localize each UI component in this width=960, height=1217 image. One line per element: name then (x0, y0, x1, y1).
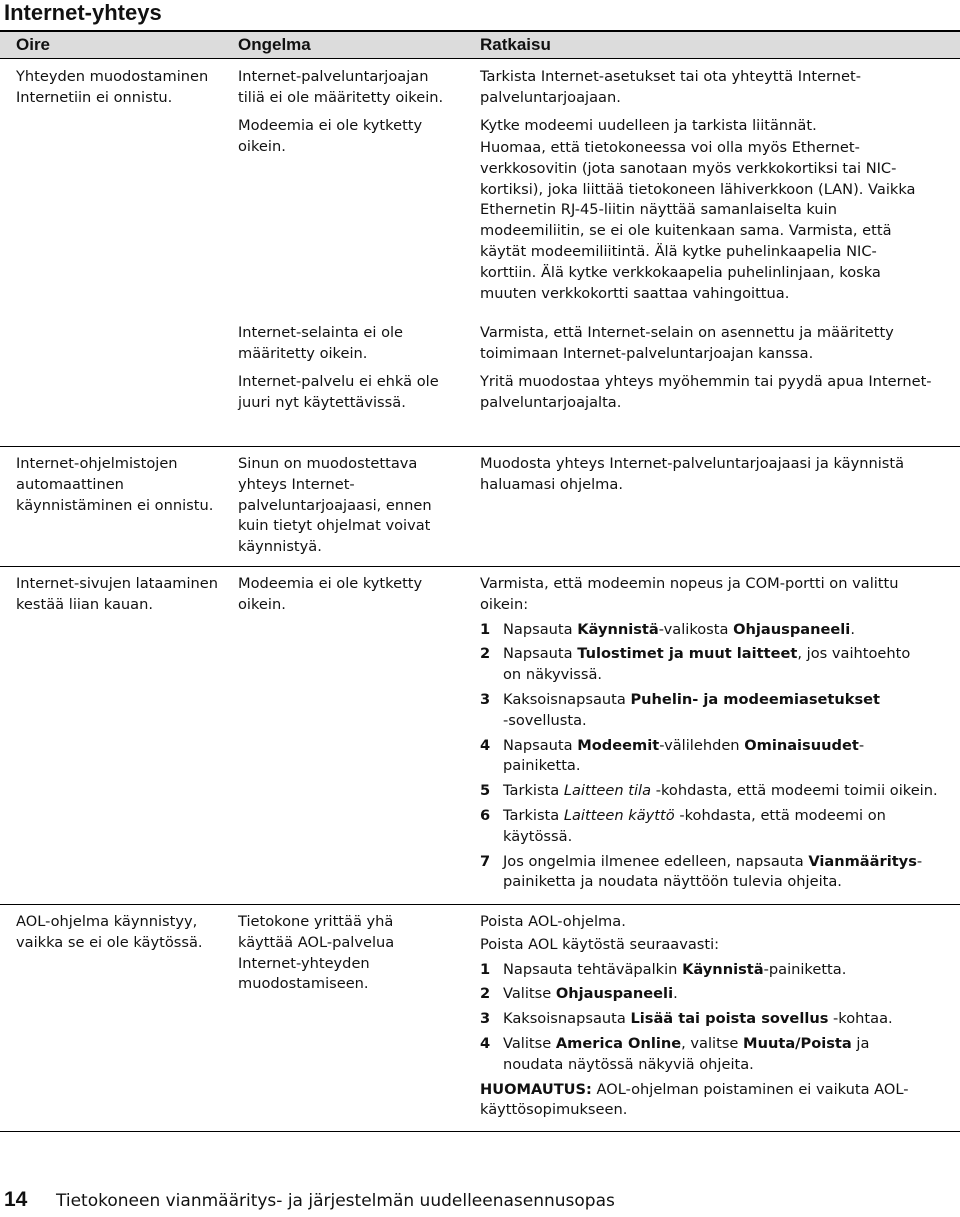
footer-title: Tietokoneen vianmääritys- ja järjestelmän uudelleenasennusopas (56, 1191, 615, 1211)
troubleshooting-table (0, 32, 960, 1132)
list-item: 2 Napsauta Tulostimet ja muut laitteet, jos vaihtoehto on näkyvissä. (480, 645, 911, 684)
table-row (0, 59, 960, 447)
symptom-cell: Yhteyden muodostaminen Internetiin ei onnistu. (16, 68, 209, 106)
symptom-cell: Internet-sivujen lataaminen kestää liian kauan. (16, 575, 219, 613)
symptom-cell: Internet-ohjelmistojen automaattinen käynnistäminen ei onnistu. (16, 455, 214, 514)
list-item: 3 Kaksoisnapsauta Puhelin- ja modeemiasetukset -sovellusta. (480, 690, 881, 729)
solution-cell: Tarkista Internet-asetukset tai ota yhteyttä Internet- palveluntarjoajaan. Kytke modeemi uudelleen ja tarkista liitännät. Huomaa, että tietokoneessa voi olla myös Ethernet- verkkosovitin (jota sanotaan myös verkkokortiksi tai NIC- kortiksi), joka liittää tietokoneen lähiverkkoon (LAN). Vaikka Ethernetin RJ-45-liitin näyttää samanlaiselta kuin modeemiliitin, se ei ole kuitenkaan sama. Varmista, että käytät modeemiliitintä. Älä kytke puhelinkaapelia NIC- korttiin. Älä kytke verkkokaapelia puhelinlinjaan, koska muuten verkkokortti saattaa vahingoittua. Varmista, että Internet-selain on asennettu ja määritetty toimimaan Internet-palveluntarjoajan kanssa. Yritä muodostaa yhteys myöhemmin tai pyydä apua Internet- palveluntarjoajalta. (480, 68, 932, 411)
problem-cell: Modeemia ei ole kytketty oikein. (238, 575, 423, 613)
table-row (0, 905, 960, 1132)
table-row (0, 447, 960, 567)
note: HUOMAUTUS: AOL-ohjelman poistaminen ei vaikuta AOL- käyttösopimukseen. (480, 1080, 909, 1119)
page-footer (0, 1186, 960, 1216)
problem-cell: Sinun on muodostettava yhteys Internet- palveluntarjoajaasi, ennen kuin tietyt ohjelmat voivat käynnistyä. (238, 455, 432, 556)
page-number: 14 (4, 1188, 28, 1211)
list-item: 2 Valitse Ohjauspaneeli. (480, 985, 678, 1003)
list-item: 1 Napsauta Käynnistä-valikosta Ohjauspaneeli. (480, 620, 855, 638)
solution-cell: Varmista, että modeemin nopeus ja COM-portti on valittu oikein: 1 Napsauta Käynnistä-valikosta Ohjauspaneeli. 2 Napsauta Tulostimet ja muut laitteet, jos vaihtoehto on näkyvissä. 3 Kaksoisnapsauta Puhelin- ja modeemiasetukset -sovellusta. 4 Napsauta Modeemit-välilehden Ominaisuudet- painiketta. 5 Tarkista Laitteen tila -kohdasta, että modeemi toimii oikein. 6 Tarkista Laitteen käyttö -kohdasta, että modeemi on käytössä. 7 Jos ongelmia ilmenee edelleen, napsauta Vianmääritys- painiketta ja noudata näyttöön tulevia ohjeita. (480, 574, 950, 893)
header-symptom: Oire (16, 35, 51, 54)
list-item: 3 Kaksoisnapsauta Lisää tai poista sovellus -kohtaa. (480, 1010, 893, 1028)
list-item: 4 Napsauta Modeemit-välilehden Ominaisuudet- painiketta. (480, 736, 865, 775)
list-item: 1 Napsauta tehtäväpalkin Käynnistä-painiketta. (480, 960, 847, 978)
solution-cell: Poista AOL-ohjelma. Poista AOL käytöstä seuraavasti: 1 Napsauta tehtäväpalkin Käynnistä-painiketta. 2 Valitse Ohjauspaneeli. 3 Kaksoisnapsauta Lisää tai poista sovellus -kohtaa. 4 Valitse America Online, valitse Muuta/Poista ja noudata näytössä näkyviä ohjeita. HUOMAUTUS: AOL-ohjelman poistaminen ei vaikuta AOL- käyttösopimukseen. (480, 912, 950, 1121)
header-problem: Ongelma (238, 35, 311, 54)
symptom-cell: AOL-ohjelma käynnistyy, vaikka se ei ole käytössä. (16, 913, 203, 951)
section-title: Internet-yhteys (4, 0, 162, 25)
problem-cell: Tietokone yrittää yhä käyttää AOL-palvelua Internet-yhteyden muodostamiseen. (238, 913, 395, 993)
table-header (0, 32, 960, 59)
list-item: 5 Tarkista Laitteen tila -kohdasta, että modeemi toimii oikein. (480, 782, 938, 800)
table-row (0, 567, 960, 905)
header-solution: Ratkaisu (480, 35, 551, 54)
solution-cell: Muodosta yhteys Internet-palveluntarjoajaasi ja käynnistä haluamasi ohjelma. (480, 455, 905, 493)
list-item: 4 Valitse America Online, valitse Muuta/Poista ja noudata näytössä näkyviä ohjeita. (480, 1034, 870, 1073)
problem-cell: Internet-palveluntarjoajan tiliä ei ole määritetty oikein. Modeemia ei ole kytketty oikein. Internet-selainta ei ole määritetty oikein. Internet-palvelu ei ehkä ole juuri nyt käytettävissä. (238, 68, 444, 411)
note-label: HUOMAUTUS: (480, 1080, 592, 1098)
list-item: 6 Tarkista Laitteen käyttö -kohdasta, että modeemi on käytössä. (480, 806, 886, 845)
list-item: 7 Jos ongelmia ilmenee edelleen, napsauta Vianmääritys- painiketta ja noudata näyttöön tulevia ohjeita. (480, 852, 923, 891)
